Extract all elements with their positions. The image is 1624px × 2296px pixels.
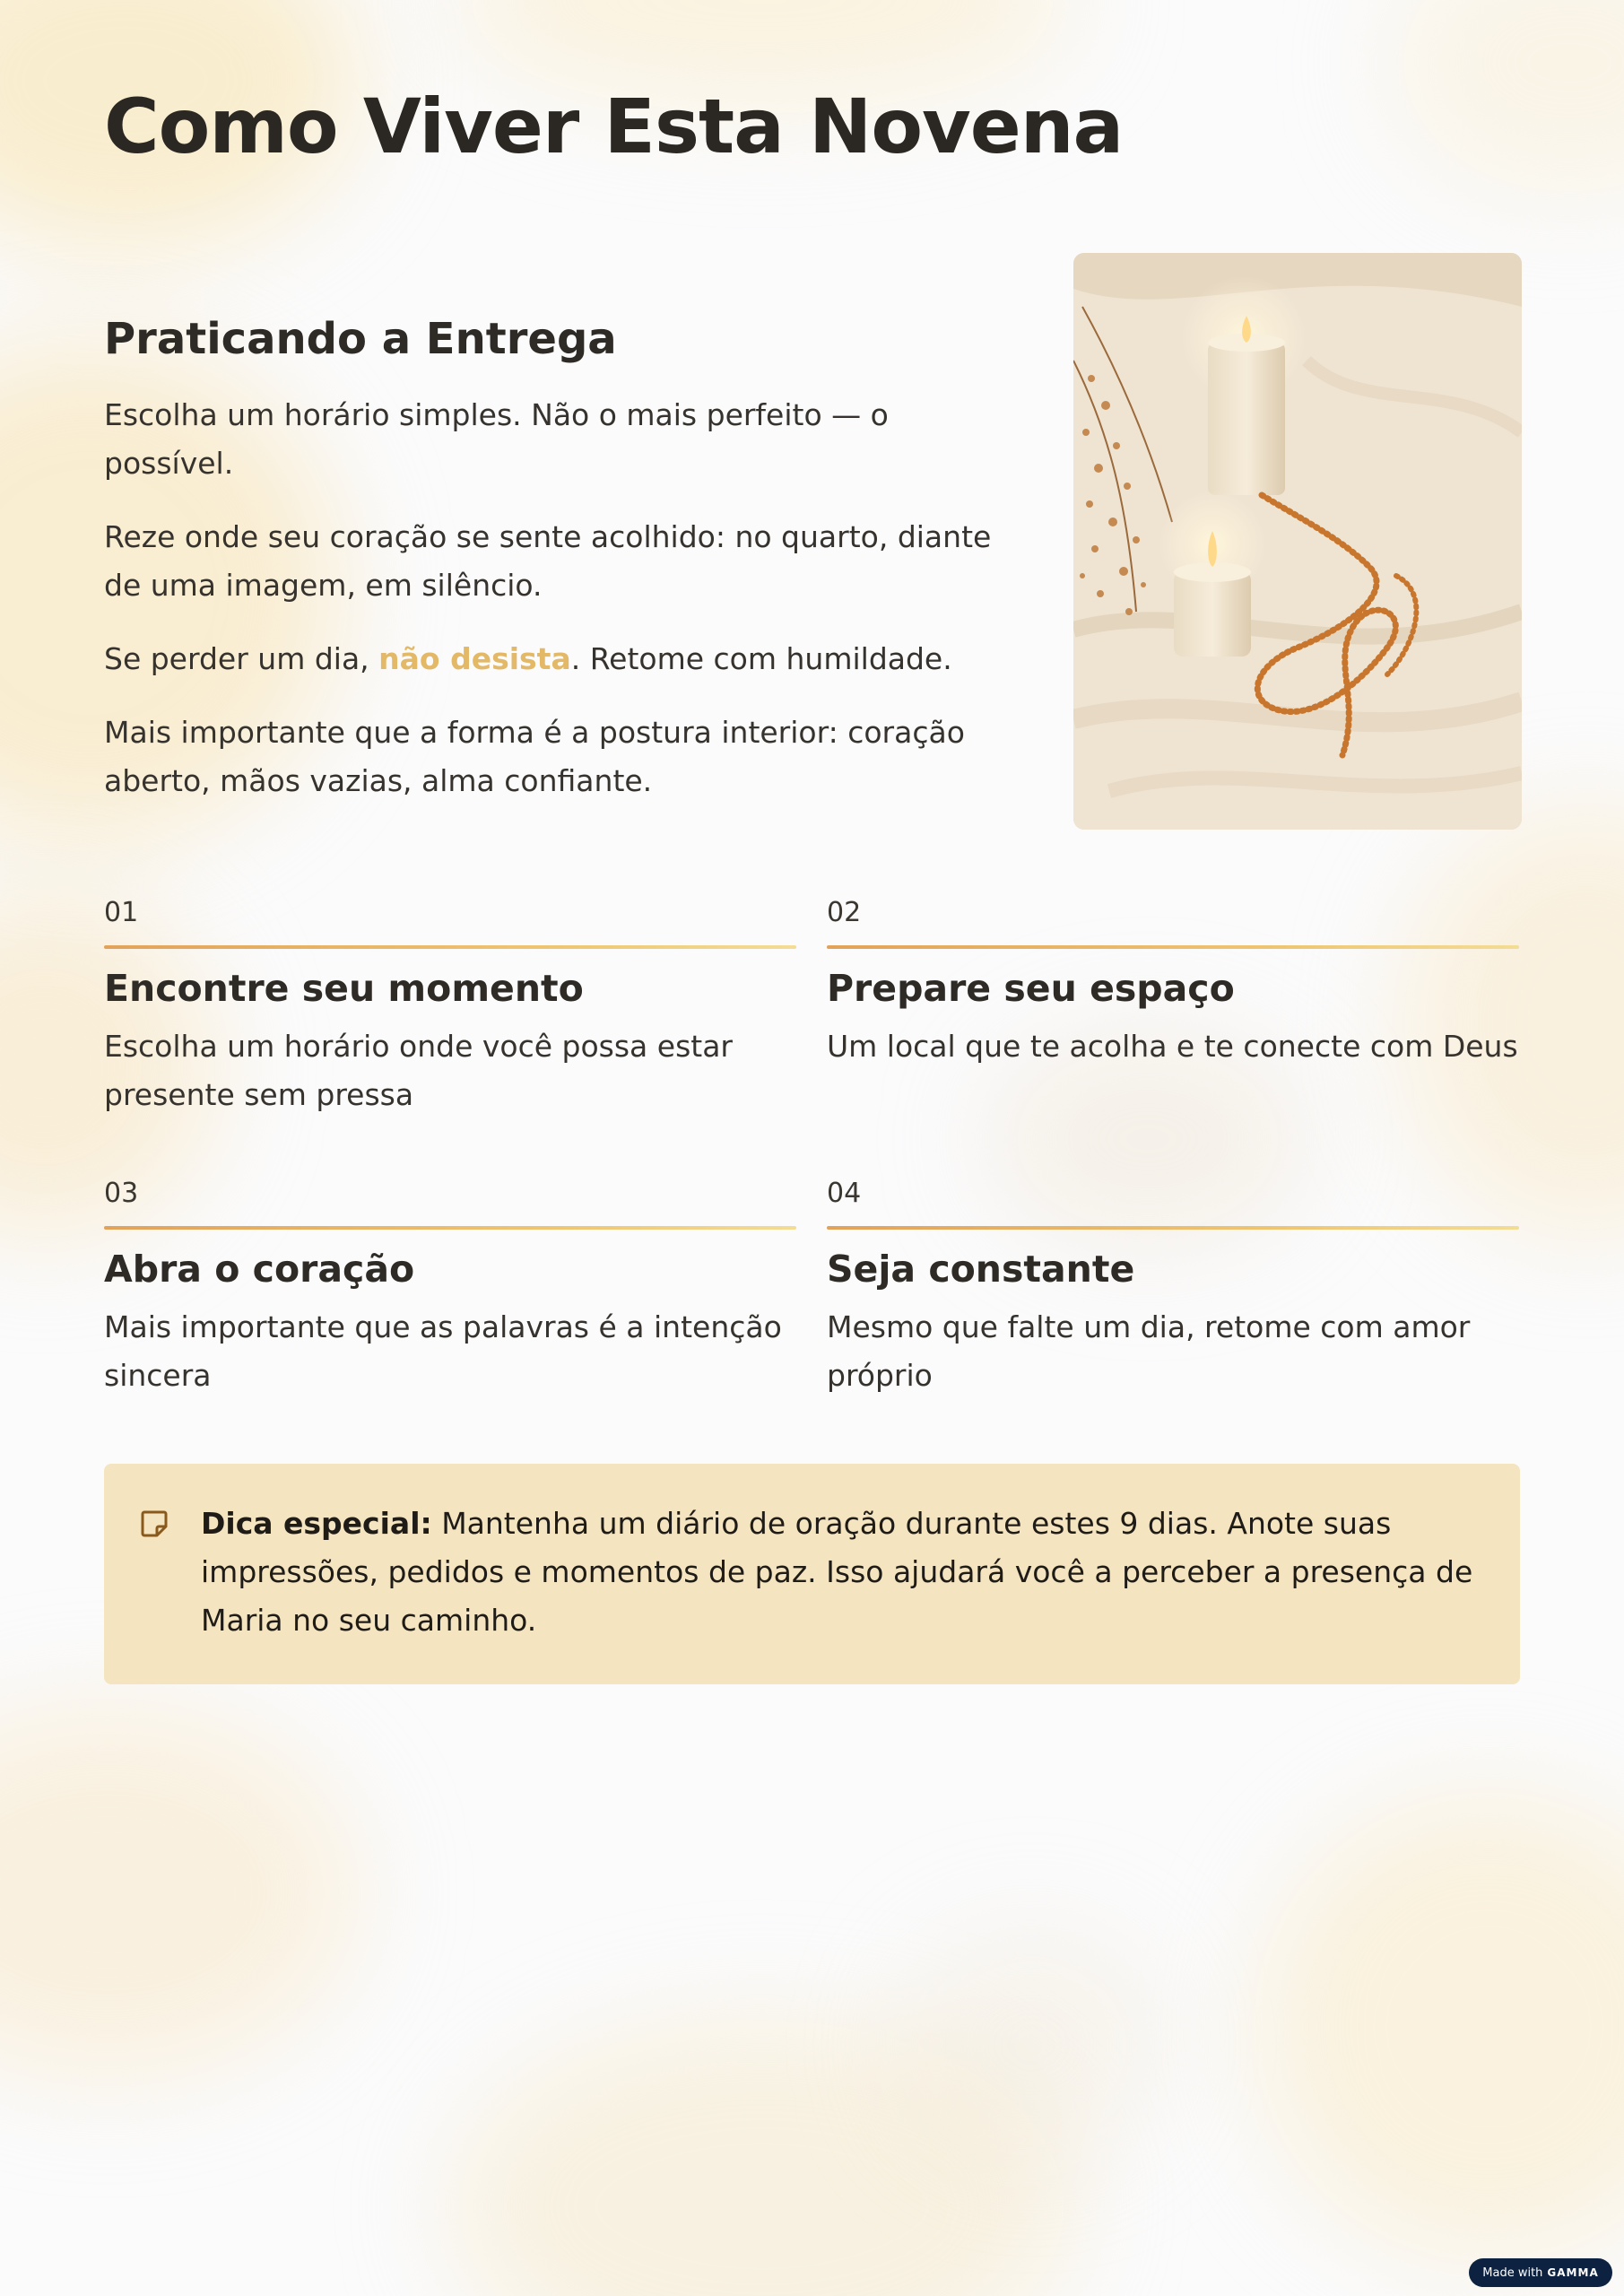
- step-text: Mesmo que falte um dia, retome com amor próprio: [827, 1309, 1471, 1393]
- intro-section: [104, 314, 1001, 831]
- step-number: 03: [104, 1178, 139, 1209]
- step-text: Um local que te acolha e te conecte com Deus: [827, 1029, 1518, 1064]
- step-number: 04: [827, 1178, 862, 1209]
- step-divider: [104, 945, 796, 949]
- tip-label: Dica especial:: [201, 1506, 432, 1541]
- section-heading: Praticando a Entrega: [104, 314, 617, 364]
- step-title: Seja constante: [827, 1248, 1135, 1291]
- intro-paragraph-1: Escolha um horário simples. Não o mais perfeito — o possível.: [104, 397, 889, 481]
- step-divider: [827, 945, 1519, 949]
- step-title: Prepare seu espaço: [827, 967, 1235, 1010]
- page-title: Como Viver Esta Novena: [104, 83, 1124, 170]
- step-card-1: [104, 897, 796, 1119]
- intro-paragraph-4: Mais importante que a forma é a postura interior: coração aberto, mãos vazias, alma confiante.: [104, 715, 965, 798]
- intro-paragraph-2: Reze onde seu coração se sente acolhido: no quarto, diante de uma imagem, em silêncio.: [104, 519, 992, 603]
- step-title: Abra o coração: [104, 1248, 415, 1291]
- step-text: Escolha um horário onde você possa estar presente sem pressa: [104, 1029, 733, 1112]
- candles-rosary-photo: [1073, 253, 1522, 830]
- step-number: 01: [104, 897, 139, 928]
- step-divider: [104, 1226, 796, 1230]
- intro-paragraph-3-start: Se perder um dia,: [104, 641, 379, 676]
- tip-text: [201, 1500, 1493, 1645]
- gamma-logo: GAMMA: [1547, 2266, 1599, 2279]
- sticky-note-icon: [139, 1509, 169, 1539]
- intro-paragraph-3: [104, 635, 1001, 683]
- tip-body: Mantenha um diário de oração durante estes 9 dias. Anote suas impressões, pedidos e momentos de paz. Isso ajudará você a perceber a presença de Maria no seu caminho.: [201, 1506, 1473, 1638]
- tip-callout: [104, 1464, 1520, 1684]
- badge-prefix: Made with: [1482, 2266, 1543, 2280]
- step-card-3: [104, 1178, 796, 1400]
- step-text: Mais importante que as palavras é a intenção sincera: [104, 1309, 782, 1393]
- step-card-4: [827, 1178, 1519, 1400]
- made-with-gamma-badge[interactable]: [1469, 2258, 1612, 2287]
- step-number: 02: [827, 897, 862, 928]
- step-card-2: [827, 897, 1519, 1071]
- intro-paragraph-3-end: . Retome com humildade.: [570, 641, 952, 676]
- highlight-text: não desista: [378, 641, 571, 676]
- step-divider: [827, 1226, 1519, 1230]
- step-title: Encontre seu momento: [104, 967, 584, 1010]
